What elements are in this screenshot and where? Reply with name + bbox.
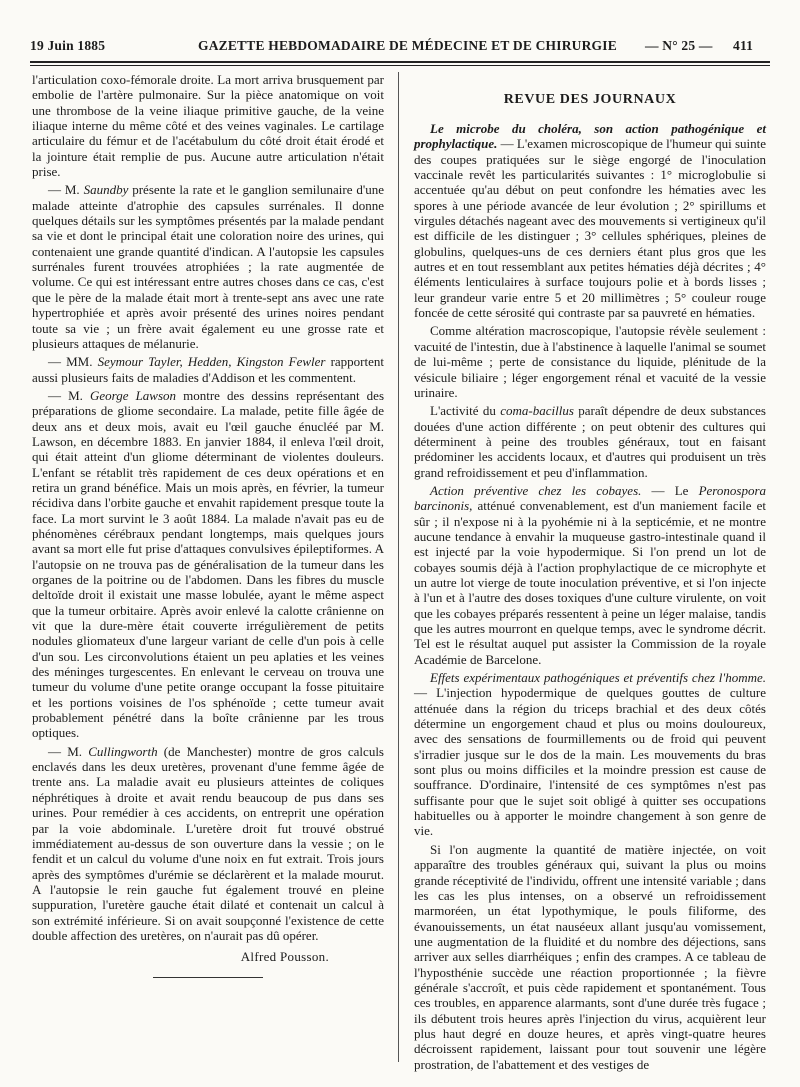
header-rule-thin: [30, 65, 770, 66]
signature: Alfred Pousson.: [240, 949, 329, 965]
paragraph-cholera-microbe: [414, 121, 766, 320]
author-name: Saundby: [83, 182, 129, 198]
paragraph-text: montre des dessins représentant des préparations de gliome secondaire. La malade, petite fille âgée de deux ans et deux mois, avait eu l'œil gauche énucléé par M. Lawson, en décembre 1883. En janvier 1884, il enleva l'œil droit, qui était atteint d'un gliome déterminant de violentes douleurs. L'enfant se rétablit très rapidement de ces deux opérations et en retira un grand bénéfice. Mais un mois après, en février, la tumeur récidiva dans l'orbite gauche et envahit rapidement presque toute la face. La mort survint le 3 août 1884. La malade n'avait pas eu de phénomènes cérébraux pendant longtemps, mais quelques jours avant sa mort elle fut prise d'attaques convulsives épileptiformes. A l'autopsie on ne trouva pas de généralisation de la tumeur dans les organes de la poitrine ou de l'abdomen. Dans les fibres du muscle deltoïde droit il existait une masse lobulée, ayant le même aspect que la tumeur orbitaire. Après avoir enlevé la calotte crânienne on vit que la dure-mère était couverte irrégulièrement de petits nodules gliomateux d'une largeur variant de celle d'un pois à celle d'un sou. Les circonvolutions étaient un peu aplaties et les veines des méninges turgescentes. En enlevant le cerveau on trouva une tumeur du volume d'une petite orange occupant la fosse pituitaire et les portions voisines de l'os sphénoïde ; cette tumeur avait probablement pénétré dans la boîte crânienne par les trous optiques.: [32, 387, 385, 741]
paragraph-human-effects: [414, 670, 766, 839]
author-names: Seymour Tayler, Hedden, Kingston Fewler: [97, 354, 326, 370]
paragraph-text: (de Manchester) montre de gros calculs enclavés dans les deux uretères, provenant d'une femme âgée de trente ans. La maladie avait eu plusieurs atteintes de coliques néphrétiques à droite et avait rendu beaucoup de pus dans ses urines. Pour remédier à ces accidents, on entreprit une opération par la voie abdominale. L'uretère droit fut trouvé obstrué immédiatement au-dessus de son ouverture dans la vessie ; on le fendit et un calcul du volume d'une noix en fut extrait. Trois jours après des symptômes d'urémie se déclarèrent et la malade mourut. A l'autopsie le rein gauche fut également trouvé en pleine suppuration, l'uretère gauche était dilaté et contenait un calcul à son extrémité inférieure. Si on avait soupçonné l'existence de cette double affection des uretères, on n'aurait pas dû opérer.: [32, 743, 384, 943]
subheading: Action préventive chez les cobayes.: [430, 482, 642, 498]
dash-prefix: — MM.: [48, 354, 98, 370]
paragraph-text: — Le: [641, 482, 699, 498]
paragraph-text: — L'examen microscopique de l'humeur qui suinte des coupes pratiquées sur le siège engorgé de l'inoculation vaccinale revêt les particularités suivantes : 1° microglobulie si accentuée qu'au début on peut confondre les hématies avec les spores à une période avancée de leur évolution ; 2° spirillums et virgules détachés nageant avec des mouvements si vertigineux qu'il est difficile de les distinguer ; 3° cellules sphériques, pleines de globulins, quelques-uns de ces derniers étant plus gros que les autres et en tout ressemblant aux petites hématies déjà décrites ; 4° éléments lenticulaires à surface toujours polie et à bords lisses ; leur grandeur varie entre 5 et 20 millimètres ; 5° couleur rouge foncée de cette sérosité qui contraste par sa pauvreté en hématies.: [414, 136, 767, 321]
left-column: [32, 72, 384, 978]
paragraph-text: , atténué convenablement, est d'un maniement facile et sûr ; il n'expose ni à la pyohémie ni à la septicémie, et ne montre aucune tendance à envahir la muqueuse gastro-intestinale quand il est injecté par la voie hypodermique. Si l'on prend un lot de cobayes soumis déjà à l'action prophylactique de ce microphyte et un autre lot vierge de toute inoculation préventive, et si l'on injecte à l'un et à l'autre des doses toxiques d'une culture virulente, on voit que les cobayes préparés ressentent à peine un léger malaise, tandis que les autres mourront en quelque temps, avec le syndrome décrit. Tel est le résultat auquel put assister la Commission de la royale Académie de Barcelone.: [414, 498, 766, 667]
paragraph-continuation: l'articulation coxo-fémorale droite. La mort arriva brusquement par embolie de l'artère pulmonaire. Sur la pièce anatomique on voit une thrombose de la veine iliaque primitive gauche, de la veine iliaque interne du même côté et des veines vaginales. Le cartilage articulaire du fémur et de l'acétabulum du côté droit était érodé et la jointure était remplie de pus. Aucune autre articulation n'était prise.: [32, 72, 384, 180]
header-date: 19 Juin 1885: [30, 38, 106, 53]
term: Peronospora barcinonis: [414, 482, 766, 514]
paragraph-text: — L'injection hypodermique de quelques gouttes de culture atténuée dans la région du triceps brachial et des deux côtés détermine un engorgement chaud et plus ou moins douloureux, avec des sensations de fourmillements ou de froid qui peuvent s'irradier jusque sur le dos de la main. Les mouvements du bras sont plus ou moins difficiles et la moindre pression est cause de souffrance. D'ordinaire, l'intensité de ces symptômes n'est pas suffisante pour que le sujet soit obligé à quitter ses occupations habituelles ou à apporter le moindre changement à son genre de vie.: [414, 685, 766, 839]
paragraph-text: présente la rate et le ganglion semilunaire d'une malade atteinte d'atrophie des capsules surrénales. Il donne quelques détails sur les symptômes présentés par la malade pendant sa vie et dont le principal était une coloration noire des urines, qui contenaient une grande quantité d'indican. A l'autopsie les capsules surrénales furent trouvées atrophiées ; la rate augmentée de volume. Ce qui est intéressant entre autres choses dans ce cas, c'est que le père de la malade était mort à trente-sept ans avec une rate hypertrophiée et après avoir présenté des urines noires pendant toute sa vie ; un frère avait également eu une grosse rate et plusieurs attaques de mélanurie.: [32, 182, 384, 351]
header-issue-number: — N° 25 —: [645, 38, 713, 53]
running-header: [30, 38, 770, 60]
term: coma-bacillus: [500, 403, 574, 419]
paragraph-activity: [414, 403, 766, 480]
paragraph-cullingworth: [32, 744, 384, 943]
paragraph-lawson: [32, 388, 384, 741]
subheading: Effets expérimentaux pathogéniques et préventifs chez l'homme.: [430, 670, 766, 686]
paragraph-dose-increase: Si l'on augmente la quantité de matière injectée, on voit apparaître des troubles généraux qui, suivant la plus ou moins grande réceptivité de l'individu, offrent une intensité variable ; dans les cas les plus intenses, on a observé un refroidissement marmoréen, un état lypothymique, le pouls filiforme, des évanouissements, un état nauséeux allant jusqu'au vomissement, une augmentation de la fluidité et du nombre des déjections, sans arriver aux selles diarrhéiques ; enfin des crampes. A ce tableau de l'hyposthénie succède une réaction proportionnée ; la fièvre générale s'accroît, et puis cède rapidement et spontanément. Tous ces troubles, en apparence alarmants, sont d'une durée très fugace ; ils débutent trois heures après l'injection du virus, acquièrent leur plus haut degré en douze heures, et après vingt-quatre heures décroissent rapidement, laissant pour tout souvenir une légère prostration, de l'abattement et des vestiges de: [414, 841, 766, 1072]
end-rule: [153, 977, 263, 978]
article-title: Le microbe du choléra, son action pathogénique et prophylactique.: [414, 121, 766, 152]
dash-prefix: — M.: [48, 743, 89, 759]
section-title: REVUE DES JOURNAUX: [503, 92, 677, 107]
paragraph-text: L'activité du: [430, 403, 501, 419]
dash-prefix: — M.: [48, 387, 90, 403]
paragraph-autopsy: Comme altération macroscopique, l'autopsie révèle seulement : vacuité de l'intestin, due à l'abstinence à laquelle l'animal se soumet de lui-même ; perte de consistance du liquide, plénitude de la vésicule biliaire ; léger engorgement rénal et vacuité de la vessie urinaire.: [414, 323, 766, 400]
paragraph-saundby: [32, 182, 384, 351]
header-page-number: 411: [733, 38, 754, 53]
author-name: Cullingworth: [88, 743, 158, 759]
paragraph-text: paraît dépendre de deux substances douées d'une action différente ; on peut obtenir des cultures qui déterminent à peine des troubles généraux, tout en faisant prédominer les accidents locaux, et d'autres qui produisent un très grand refroidissement et peu d'inflammation.: [414, 403, 766, 480]
right-column: [414, 95, 766, 1075]
author-name: George Lawson: [89, 387, 177, 403]
column-divider: [398, 72, 399, 1062]
paragraph-text: rapportent aussi plusieurs faits de maladies d'Addison et les commentent.: [32, 354, 385, 385]
header-rule-thick: [30, 61, 770, 63]
paragraph-guinea-pigs: [414, 483, 766, 667]
paragraph-addison: [32, 354, 384, 385]
dash-prefix: — M.: [48, 182, 84, 198]
header-title: GAZETTE HEBDOMADAIRE DE MÉDECINE ET DE CHIRURGIE: [198, 38, 617, 53]
